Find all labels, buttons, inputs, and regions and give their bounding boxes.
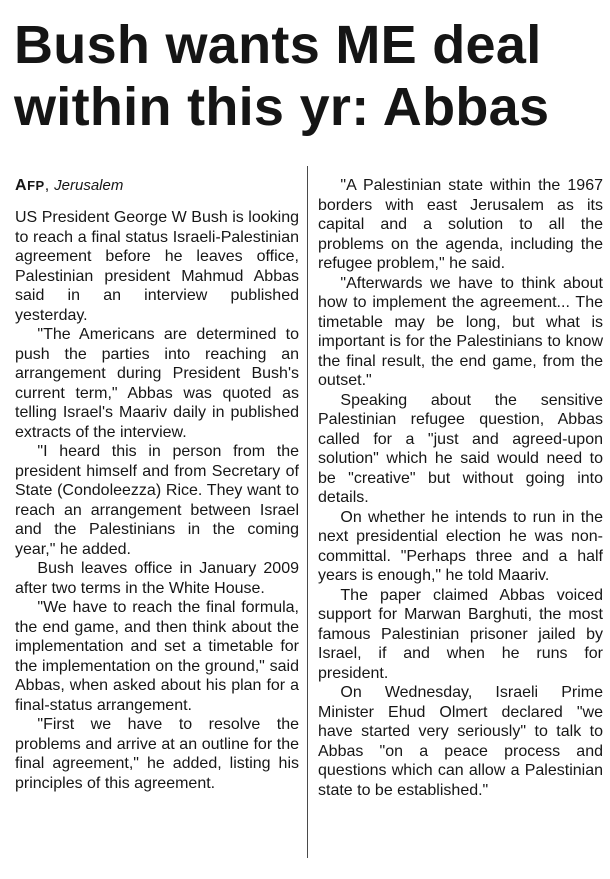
paragraph: "First we have to resolve the problems and arrive at an outline for the final agreement," he added, listing his principles of this agreement. (15, 716, 299, 792)
byline (15, 176, 299, 195)
paragraph: "Afterwards we have to think about how to implement the agreement... The timetable may be long, but what is important is for the Palestinians to know the final result, the end game, from the outset." (318, 274, 603, 389)
byline-separator: , (44, 177, 50, 194)
paragraph: Speaking about the sensitive Palestinian refugee question, Abbas called for a "just and agreed-upon solution" which he said would need to be "creative" but without going into details. (318, 391, 603, 506)
paragraph: The paper claimed Abbas voiced support for Marwan Barghuti, the most famous Palestinian prisoner jailed by Israel, if and when he runs for president. (318, 586, 603, 682)
paragraph: US President George W Bush is looking to reach a final status Israeli-Palestinian agreement before he leaves office, Palestinian president Mahmud Abbas said in an interview published yesterday. (15, 209, 299, 324)
left-column (15, 176, 299, 793)
byline-location: Jerusalem (54, 177, 124, 194)
headline: Bush wants ME deal within this yr: Abbas (14, 15, 550, 137)
paragraph: "A Palestinian state within the 1967 borders with east Jerusalem as its capital and a solution to all the problems on the agenda, including the refugee problem," he said. (318, 177, 603, 272)
byline-agency-initial: A (15, 177, 28, 194)
paragraph: Bush leaves office in January 2009 after two terms in the White House. (15, 560, 299, 597)
right-column (318, 176, 603, 800)
byline-agency-rest: FP (27, 178, 45, 193)
column-divider (307, 166, 308, 858)
paragraph: "We have to reach the final formula, the end game, and then think about the implementation and set a timetable for the implementation on the ground," said Abbas, when asked about his plan for a final-status arrangement. (15, 599, 299, 714)
paragraph: On whether he intends to run in the next presidential election he was non-committal. "Perhaps three and a half years is enough," he told Maariv. (318, 508, 603, 584)
paragraph: "The Americans are determined to push the parties into reaching an arrangement during President Bush's current term," Abbas was quoted as telling Israel's Maariv daily in published extracts of the interview. (15, 326, 299, 441)
paragraph: On Wednesday, Israeli Prime Minister Ehud Olmert declared "we have started very seriously" to talk to Abbas "on a peace process and questions which can allow a Palestinian state to be established." (318, 684, 603, 799)
paragraph: "I heard this in person from the president himself and from Secretary of State (Condoleezza) Rice. They want to reach an arrangement between Israel and the Palestinians in the coming year," he added. (15, 443, 299, 558)
